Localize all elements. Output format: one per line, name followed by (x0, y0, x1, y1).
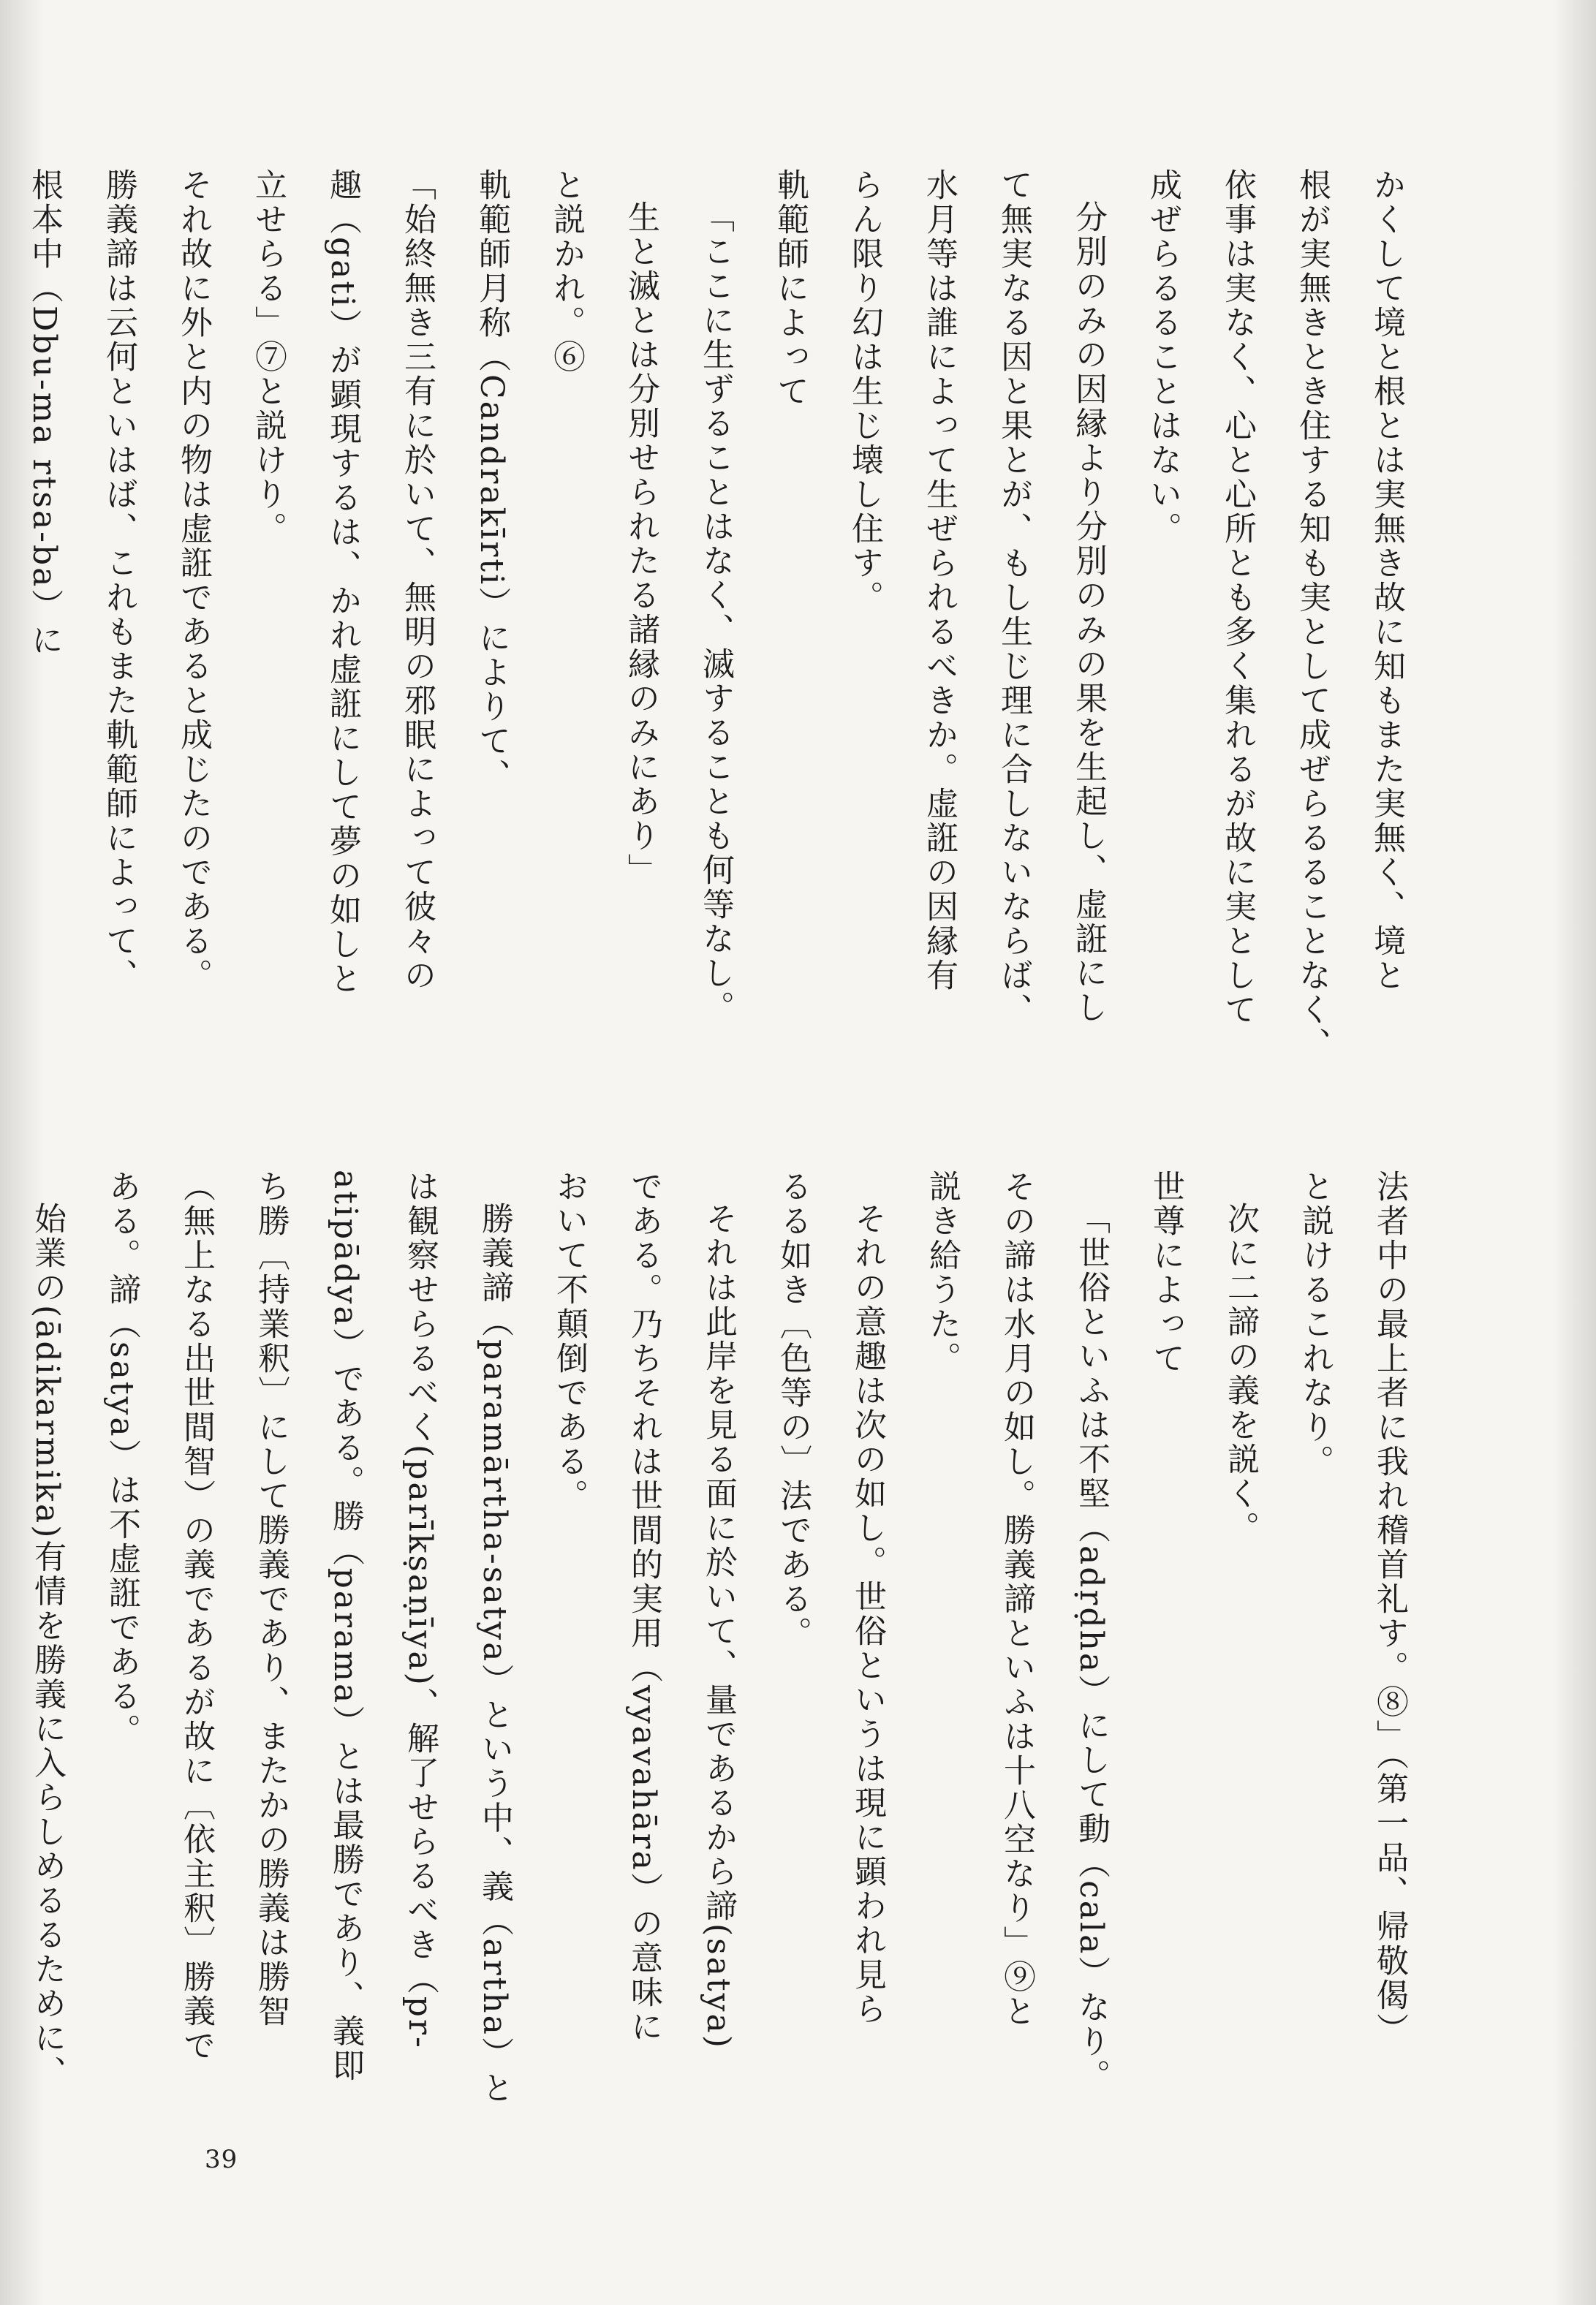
text-line: atipādya）である。勝（parama）とは最勝であり、義即 (327, 1170, 364, 2083)
page-edge-right (1552, 0, 1596, 2305)
text-line: 始業の(ādikarmika)有情を勝義に入らしめるるために、 (29, 1202, 66, 2090)
quote-line: 生と滅とは分別せられたる諸縁のみにあり」 (622, 200, 659, 887)
text-line: らん限り幻は生じ壊し住す。 (846, 168, 883, 615)
text-line: かくして境と根とは実無き故に知もまた実無く、境と (1368, 168, 1405, 993)
quote-line (0, 168, 7, 1104)
text-line: （無上なる出世間智）の義であるが故に〔依主釈〕勝義で (178, 1170, 215, 2063)
text-line: おいて不顛倒である。 (551, 1170, 588, 1513)
text-block-upper (0, 168, 1423, 1104)
text-block-lower (0, 1170, 1426, 2135)
text-line: と説けるこれなり。 (1296, 1170, 1334, 1479)
text-line: 根本中（Dbu-ma rtsa-ba）に (26, 168, 63, 658)
text-line: ち勝〔持業釈〕にして勝義であり、またかの勝義は勝智 (252, 1170, 290, 2029)
text-line (0, 1170, 10, 2135)
text-line: 次に二諦の義を説く。 (1222, 1202, 1259, 1545)
text-line: 依事は実なく、心と心所とも多く集れるが故に実として (1219, 168, 1256, 1027)
text-line: 成ぜらるることはない。 (1144, 168, 1181, 546)
text-line: 軌範師によって (771, 168, 809, 409)
page-number: 39 (205, 2145, 238, 2174)
text-line: それの意趣は次の如し。世俗というは現に顕われ見ら (849, 1202, 886, 2026)
text-line: その諦は水月の如し。勝義諦といふは十八空なり」⑨と (998, 1170, 1035, 2029)
text-line: 世尊によって (1147, 1170, 1184, 1376)
text-line: 勝義諦は云何といはば、これもまた軌範師によって、 (100, 168, 137, 993)
text-line: て無実なる因と果とが、もし生じ理に合しないならば、 (995, 168, 1032, 1027)
text-line: である。乃ちそれは世間的実用（vyavahāra）の意味に (625, 1170, 662, 2044)
text-line: と説かれ。⑥ (548, 168, 585, 374)
text-line: 分別のみの因縁より分別のみの果を生起し、虚誑にし (1070, 200, 1107, 1025)
quote-line: 「世俗といふは不堅（adṛḍha）にして動（cala）なり。 (1073, 1202, 1110, 2094)
text-line: 水月等は誰によって生ぜられるべきか。虚誑の因縁有 (920, 168, 958, 993)
text-line: それは此岸を見る面に於いて、量であるから諦(satya) (700, 1202, 737, 2050)
quote-line: 「始終無き三有に於いて、無明の邪眠によって彼々の (398, 168, 436, 993)
text-line: るる如き〔色等の〕法である。 (774, 1170, 812, 1651)
text-line: ある。諦（satya）は不虚誑である。 (103, 1170, 140, 1748)
quote-line: 「ここに生ずることはなく、滅することも何等なし。 (697, 200, 734, 1025)
text-line: それ故に外と内の物は虚誑であると成じたのである。 (175, 168, 212, 993)
text-line: 立せらる」⑦と説けり。 (249, 168, 287, 546)
text-line: 説き給うた。 (923, 1170, 961, 1376)
text-line: 軌範師月称（Candrakīrti）によりて、 (473, 168, 510, 793)
text-line: 根が実無きとき住する知も実として成ぜらるることなく、 (1293, 168, 1331, 1061)
text-line: 趣（gati）が顕現するは、かれ虚誑にして夢の如しと (324, 168, 361, 996)
text-line: は観察せらるべく(parīkṣaṇīya)、解了せらるべき（pr- (401, 1170, 439, 2050)
text-line: 勝義諦（paramārtha-satya）という中、義（artha）と (476, 1202, 513, 2105)
text-line: 法者中の最上者に我れ稽首礼す。⑧」（第一品、帰敬偈） (1371, 1170, 1408, 2047)
